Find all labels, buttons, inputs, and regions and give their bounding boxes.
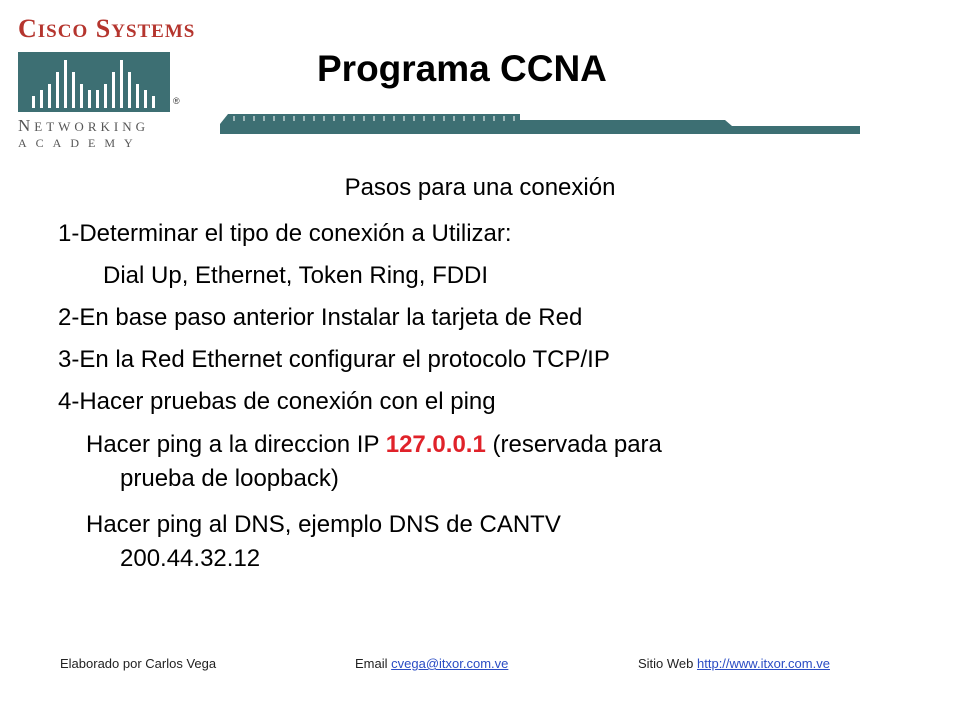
ping-dns-line: Hacer ping al DNS, ejemplo DNS de CANTV [86, 511, 561, 538]
title-underline-bar [220, 112, 860, 136]
slide-subtitle: Pasos para una conexión [344, 174, 616, 201]
website-link[interactable]: http://www.itxor.com.ve [697, 656, 830, 671]
cisco-networking-academy-logo [18, 14, 196, 150]
footer-email-label: Email [355, 656, 392, 671]
logo-brand-rest-ystems: YSTEMS [111, 21, 196, 42]
logo-networking-text [18, 116, 149, 136]
footer-email [355, 656, 508, 671]
logo-brand-initial-c: C [18, 14, 38, 43]
logo-brand-rest-isco: ISCO [37, 21, 89, 42]
footer-author: Elaborado por Carlos Vega [60, 656, 217, 671]
registered-mark: ® [173, 96, 180, 106]
step-2: 2-En base paso anterior Instalar la tarjeta de Red [58, 304, 583, 331]
logo-brand-text [18, 14, 195, 44]
dns-ip-address: 200.44.32.12 [120, 545, 261, 572]
logo-academy-text: ACADEMY [18, 136, 142, 150]
logo-networking-initial: N [18, 116, 35, 135]
cisco-bridge-emblem-icon [18, 52, 170, 112]
ping-localhost-line [86, 431, 662, 459]
step-3: 3-En la Red Ethernet configurar el protocolo TCP/IP [58, 346, 610, 373]
ping-localhost-continuation: prueba de loopback) [120, 465, 339, 492]
footer-website-label: Sitio Web [638, 656, 698, 671]
logo-brand-initial-s: S [95, 14, 112, 43]
loopback-ip-address: 127.0.0.1 [385, 431, 486, 458]
slide-title: Programa CCNA [317, 48, 607, 89]
email-link[interactable]: cvega@itxor.com.ve [391, 656, 509, 671]
ping-localhost-suffix: (reservada para [485, 431, 662, 458]
step-4: 4-Hacer pruebas de conexión con el ping [58, 388, 496, 415]
logo-networking-rest: ETWORKING [34, 119, 149, 134]
footer-website [638, 656, 830, 671]
step-1: 1-Determinar el tipo de conexión a Utilizar: [58, 220, 512, 247]
step-1-options: Dial Up, Ethernet, Token Ring, FDDI [103, 262, 489, 289]
ping-localhost-prefix: Hacer ping a la direccion IP [86, 431, 386, 458]
